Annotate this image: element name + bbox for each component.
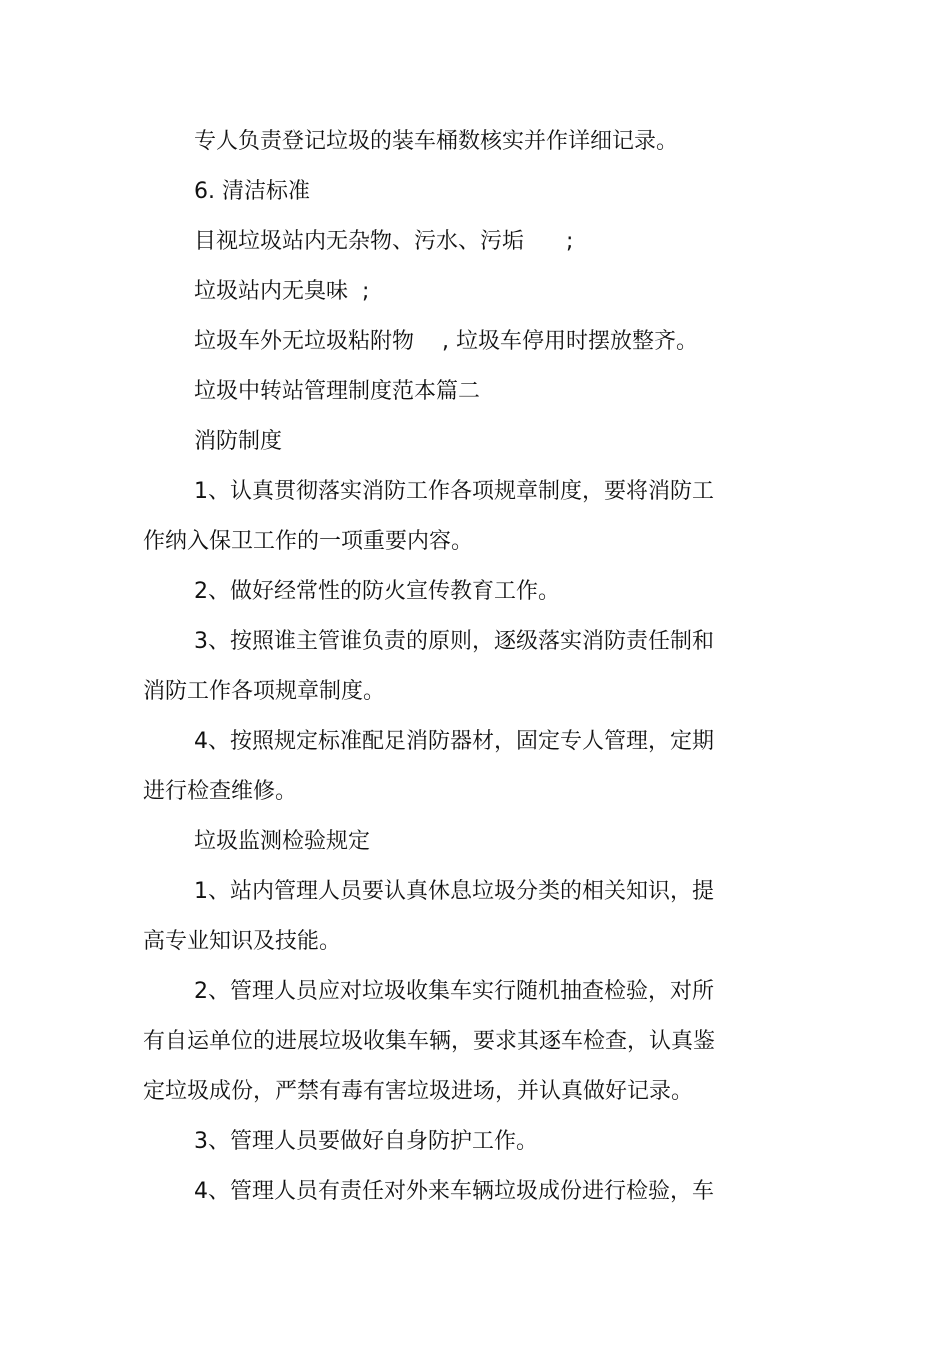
paragraph-line: 1、站内管理人员要认真休息垃圾分类的相关知识，提 [194,879,714,904]
paragraph-line: 1、认真贯彻落实消防工作各项规章制度，要将消防工 [194,479,714,504]
paragraph-line: 有自运单位的进展垃圾收集车辆，要求其逐车检查，认真鉴 [143,1029,716,1054]
paragraph-line: 进行检查维修。 [143,779,298,804]
paragraph-line: 4、管理人员有责任对外来车辆垃圾成份进行检验，车 [194,1179,714,1204]
paragraph-line: 垃圾站内无臭味 ; [194,279,370,304]
section-heading: 6. 清洁标准 [194,179,310,204]
paragraph-line: 作纳入保卫工作的一项重要内容。 [143,529,474,554]
paragraph-line: 目视垃圾站内无杂物、污水、污垢 ; [194,229,574,254]
paragraph-line: 定垃圾成份，严禁有毒有害垃圾进场，并认真做好记录。 [143,1079,694,1104]
paragraph-line: 高专业知识及技能。 [143,929,342,954]
paragraph-line: 垃圾车外无垃圾粘附物 , 垃圾车停用时摆放整齐。 [194,329,698,354]
paragraph-line: 专人负责登记垃圾的装车桶数核实并作详细记录。 [194,129,679,154]
paragraph-line: 2、做好经常性的防火宣传教育工作。 [194,579,560,604]
paragraph-line: 3、按照谁主管谁负责的原则，逐级落实消防责任制和 [194,629,714,654]
paragraph-line: 4、按照规定标准配足消防器材，固定专人管理，定期 [194,729,714,754]
section-heading: 消防制度 [194,429,283,454]
paragraph-line: 2、管理人员应对垃圾收集车实行随机抽查检验，对所 [194,979,714,1004]
section-heading: 垃圾中转站管理制度范本篇二 [194,379,481,404]
paragraph-line: 消防工作各项规章制度。 [143,679,386,704]
paragraph-line: 3、管理人员要做好自身防护工作。 [194,1129,538,1154]
section-heading: 垃圾监测检验规定 [194,829,371,854]
